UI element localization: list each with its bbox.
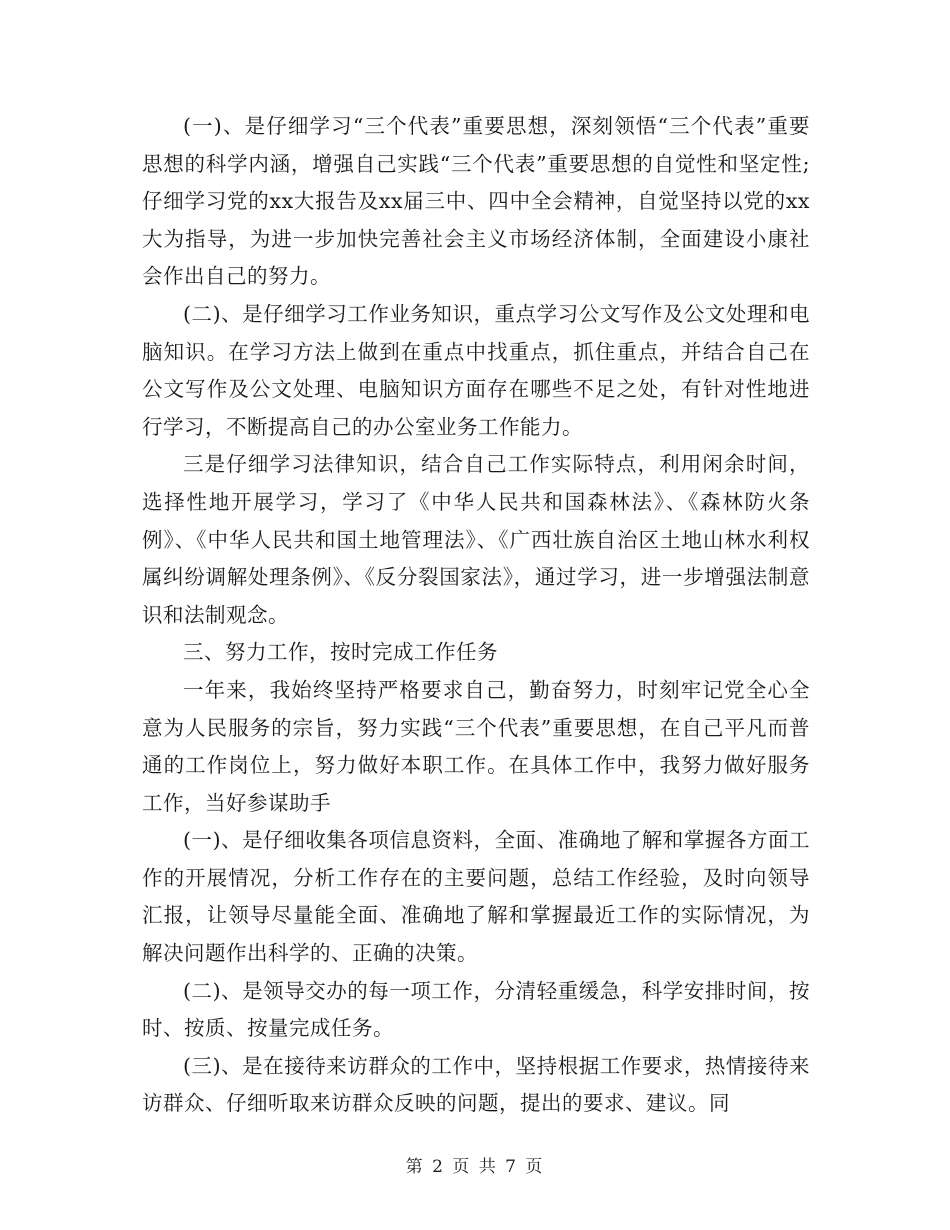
paragraph-year-summary: 一年来，我始终坚持严格要求自己，勤奋努力，时刻牢记党全心全意为人民服务的宗旨，努力实践“三个代表”重要思想，在自己平凡而普通的工作岗位上，努力做好本职工作。在具体工作中，我努力做好服务工作，当好参谋助手 <box>142 677 810 815</box>
page-number-footer: 第 2 页 共 7 页 <box>405 1157 545 1177</box>
paragraph-study-three-represents: (一)、是仔细学习“三个代表”重要思想，深刻领悟“三个代表”重要思想的科学内涵，增强自己实践“三个代表”重要思想的自觉性和坚定性;仔细学习党的xx大报告及xx届三中、四中全会精神，自觉坚持以党的xx大为指导，为进一步加快完善社会主义市场经济体制，全面建设小康社会作出自己的努力。 <box>142 114 810 289</box>
paragraph-assigned-tasks: (二)、是领导交办的每一项工作，分清轻重缓急，科学安排时间，按时、按质、按量完成任务。 <box>142 978 810 1041</box>
section-heading-work-hard: 三、努力工作，按时完成工作任务 <box>183 640 498 665</box>
paragraph-receive-visitors: (三)、是在接待来访群众的工作中，坚持根据工作要求，热情接待来访群众、仔细听取来访群众反映的问题，提出的要求、建议。同 <box>142 1053 810 1116</box>
paragraph-study-law: 三是仔细学习法律知识，结合自己工作实际特点，利用闲余时间，选择性地开展学习，学习了《中华人民共和国森林法》、《森林防火条例》、《中华人民共和国土地管理法》、《广西壮族自治区土地山林水利权属纠纷调解处理条例》、《反分裂国家法》，通过学习，进一步增强法制意识和法制观念。 <box>142 452 810 627</box>
paragraph-collect-information: (一)、是仔细收集各项信息资料，全面、准确地了解和掌握各方面工作的开展情况，分析工作存在的主要问题，总结工作经验，及时向领导汇报，让领导尽量能全面、准确地了解和掌握最近工作的实际情况，为解决问题作出科学的、正确的决策。 <box>142 828 810 966</box>
document-body <box>142 108 810 1123</box>
paragraph-study-business-knowledge: (二)、是仔细学习工作业务知识，重点学习公文写作及公文处理和电脑知识。在学习方法上做到在重点中找重点，抓住重点，并结合自己在公文写作及公文处理、电脑知识方面存在哪些不足之处，有针对性地进行学习，不断提高自己的办公室业务工作能力。 <box>142 301 810 439</box>
